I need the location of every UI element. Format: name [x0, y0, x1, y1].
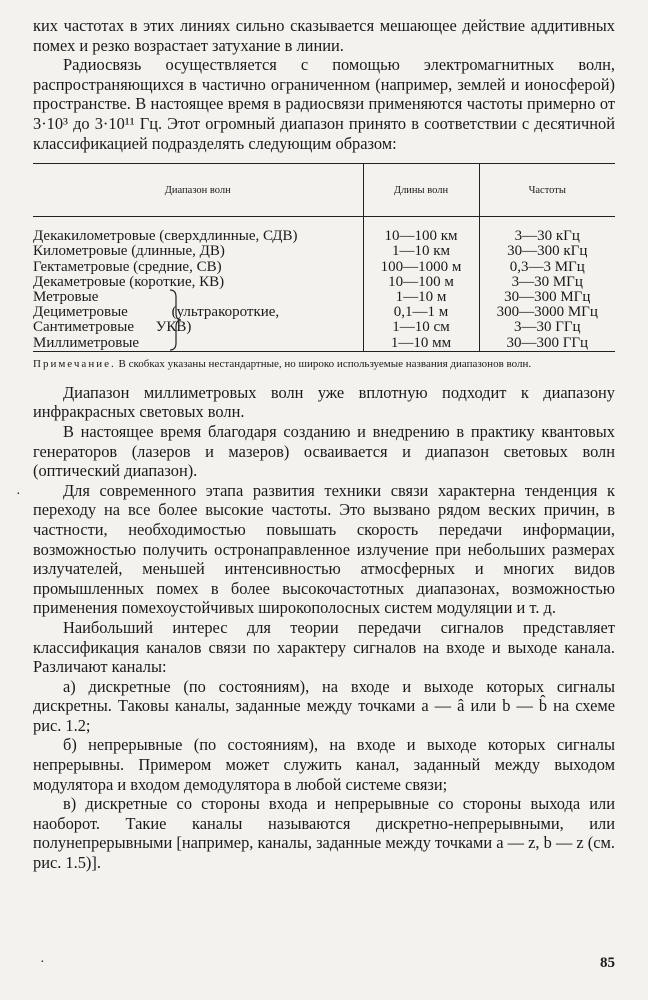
- header-frequency: Частоты: [479, 164, 615, 217]
- band-freq: 3—30 МГц: [511, 273, 583, 290]
- band-freq: 3—30 ГГц: [513, 319, 581, 336]
- paragraph-discrete: а) дискретные (по состояниям), на входе и выходе которых сигналы дискретны. Таковы каналы, заданные между точками a — â или b — b̂ на схеме рис. 1.2;: [33, 676, 615, 735]
- paragraph-optical: В настоящее время благодаря созданию и внедрению в практику квантовых генераторов (лазеров и мазеров) осваивается и диапазон световых волн (оптический диапазон).: [33, 421, 615, 481]
- band-length: 10—100 км: [363, 229, 479, 244]
- note-heading: Примечание.: [33, 357, 116, 370]
- band-freq: 0,3—3 МГц: [509, 258, 585, 275]
- header-wavelength: Длины волн: [363, 164, 479, 217]
- paragraph-semicontinuous: в) дискретные со стороны входа и непрерывные со стороны выхода или наоборот. Такие каналы называются дискретно-непрерывными, или полунепрерывными [например, каналы, заданные между точками a — z, b — z (см. рис. 1.5)].: [33, 794, 615, 873]
- band-length: 100—1000 м: [363, 260, 479, 275]
- paragraph-trend: Для современного этапа развития техники связи характерна тенденция к переходу на все более высокие частоты. Это вызвано рядом веских причин, в частности, необходимостью повышать скорость передачи информации, возможностью получить остронаправленное излучение при небольших размерах излучателей, меньшей интенсивностью атмосферных и многих видов промышленных помех в более высокочастотных диапазонах, возможностью применения помехоустойчивых широкополосных систем модуляции и т. д.: [33, 480, 615, 618]
- band-length: 10—100 м: [363, 275, 479, 290]
- band-length: 0,1—1 м: [363, 305, 479, 320]
- paragraph-continuous: б) непрерывные (по состояниям), на входе и выходе которых сигналы непрерывны. Примером может служить канал, заданный между выходом модулятора и входом демодулятора в любой системе связи;: [33, 735, 615, 794]
- band-freq: 30—300 МГц: [504, 288, 591, 305]
- brace-label-ukv-abbr: УКВ): [155, 319, 192, 336]
- table-note: [33, 358, 615, 371]
- band-name: Километровые (длинные, ДВ): [33, 243, 225, 260]
- band-name: Гектаметровые (средние, СВ): [33, 258, 222, 275]
- band-freq: 3—30 кГц: [514, 228, 580, 245]
- band-freq: 30—300 ГГц: [479, 336, 615, 352]
- paragraph-continuation: ких частотах в этих линиях сильно сказывается мешающее действие аддитивных помех и резко возрастает затухание в линии.: [33, 16, 615, 55]
- stray-dot-icon: ·: [40, 955, 45, 970]
- page-body: [33, 16, 615, 873]
- header-band: Диапазон волн: [33, 164, 363, 217]
- table-row: [33, 305, 615, 320]
- table-row: [33, 244, 615, 259]
- page-number: 85: [600, 955, 615, 971]
- band-name: Дециметровые: [33, 304, 128, 321]
- paragraph-millimeter: Диапазон миллиметровых волн уже вплотную подходит к диапазону инфракрасных световых волн.: [33, 382, 615, 422]
- table-row: [33, 260, 615, 275]
- brace-label-ukv: (ультракороткие,: [171, 304, 280, 321]
- band-name: Миллиметровые: [33, 336, 363, 352]
- band-name: Декакилометровые (сверхдлинные, СДВ): [33, 228, 298, 245]
- table-row: [33, 290, 615, 305]
- table-row: [33, 320, 615, 335]
- table-row: [33, 336, 615, 352]
- band-freq: 300—3000 МГц: [496, 304, 598, 321]
- band-length: 1—10 км: [363, 244, 479, 259]
- paragraph-radio: Радиосвязь осуществляется с помощью электромагнитных волн, распространяющихся в частично ограниченном (например, землей и ионосферой) пространстве. В настоящее время в радиосвязи применяются частоты примерно от 3·10³ до 3·10¹¹ Гц. Этот огромный диапазон принято в соответствии с десятичной классификацией подразделять следующим образом:: [33, 55, 615, 153]
- band-length: 1—10 м: [363, 290, 479, 305]
- band-length: 1—10 см: [363, 320, 479, 335]
- band-name: Сантиметровые: [33, 319, 134, 336]
- stray-dot-icon: ·: [16, 487, 21, 502]
- band-name: Декаметровые (короткие, КВ): [33, 273, 225, 290]
- band-length: 1—10 мм: [363, 336, 479, 352]
- band-freq: 30—300 кГц: [507, 243, 588, 260]
- paragraph-classification: Наибольший интерес для теории передачи сигналов представляет классификация каналов связи по характеру сигналов на входе и выходе канала. Различают каналы:: [33, 617, 615, 677]
- table-row: [33, 275, 615, 290]
- wave-band-table: [33, 163, 615, 352]
- band-name: Метровые: [33, 288, 99, 305]
- table-row: [33, 229, 615, 244]
- note-text: В скобках указаны нестандартные, но широко используемые названия диапазонов волн.: [118, 357, 532, 370]
